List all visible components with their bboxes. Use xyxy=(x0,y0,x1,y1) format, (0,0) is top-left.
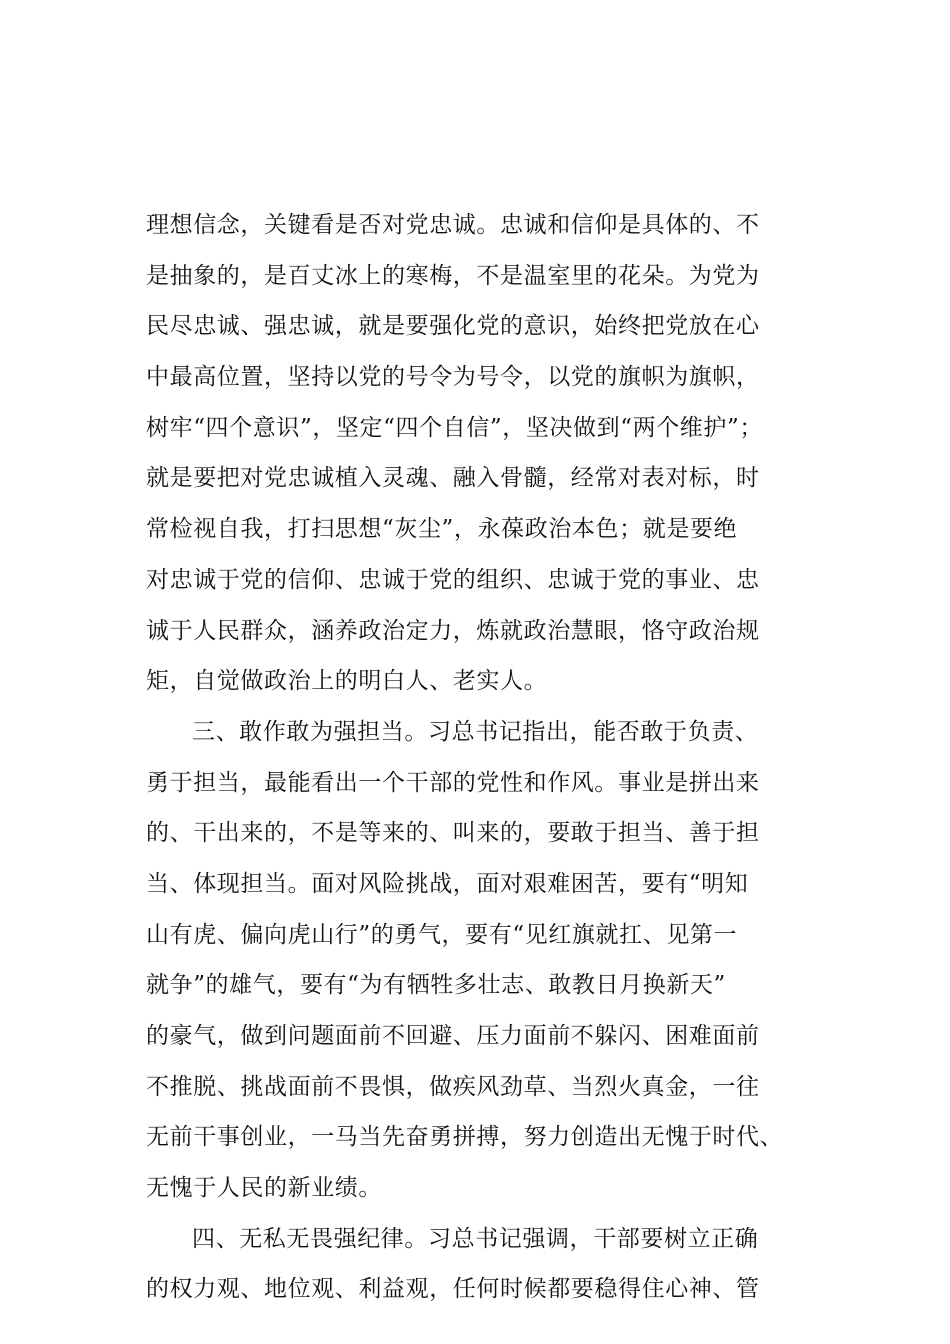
document-body xyxy=(146,200,906,1315)
text-line: 中最高位置，坚持以党的号令为号令，以党的旗帜为旗帜， xyxy=(146,364,760,391)
text-line: 的、干出来的，不是等来的、叫来的，要敢于担当、善于担 xyxy=(146,820,760,847)
text-line: 不推脱、挑战面前不畏惧，做疾风劲草、当烈火真金，一往 xyxy=(146,1073,760,1100)
paragraph-start-line: 三、敢作敢为强担当。习总书记指出，能否敢于负责、 xyxy=(192,718,759,745)
text-line: 诚于人民群众，涵养政治定力，炼就政治慧眼，恪守政治规 xyxy=(146,617,760,644)
text-line: 对忠诚于党的信仰、忠诚于党的组织、忠诚于党的事业、忠 xyxy=(146,566,760,593)
text-line: 树牢“四个意识”，坚定“四个自信”，坚决做到“两个维护”； xyxy=(146,414,763,441)
text-line: 就争”的雄气，要有“为有牺牲多壮志、敢教日月换新天” xyxy=(146,972,726,999)
text-line: 的权力观、地位观、利益观，任何时候都要稳得住心神、管 xyxy=(146,1276,760,1303)
text-line: 当、体现担当。面对风险挑战，面对艰难困苦，要有“明知 xyxy=(146,870,749,897)
text-line: 无愧于人民的新业绩。 xyxy=(146,1175,382,1202)
text-line: 民尽忠诚、强忠诚，就是要强化党的意识，始终把党放在心 xyxy=(146,313,760,340)
paragraph-start-line: 四、无私无畏强纪律。习总书记强调，干部要树立正确 xyxy=(192,1225,759,1252)
text-line: 山有虎、偏向虎山行”的勇气，要有“见红旗就扛、见第一 xyxy=(146,921,738,948)
text-line: 无前干事创业，一马当先奋勇拼搏，努力创造出无愧于时代、 xyxy=(146,1124,784,1151)
text-line: 的豪气，做到问题面前不回避、压力面前不躲闪、困难面前 xyxy=(146,1023,760,1049)
text-line: 勇于担当，最能看出一个干部的党性和作风。事业是拼出来 xyxy=(146,769,760,796)
text-line: 是抽象的，是百丈冰上的寒梅，不是温室里的花朵。为党为 xyxy=(146,262,760,289)
text-line: 就是要把对党忠诚植入灵魂、融入骨髓，经常对表对标，时 xyxy=(146,465,760,492)
text-line: 矩，自觉做政治上的明白人、老实人。 xyxy=(146,668,548,695)
text-line: 常检视自我，打扫思想“灰尘”，永葆政治本色；就是要绝 xyxy=(146,516,738,543)
text-line: 理想信念，关键看是否对党忠诚。忠诚和信仰是具体的、不 xyxy=(146,212,760,238)
